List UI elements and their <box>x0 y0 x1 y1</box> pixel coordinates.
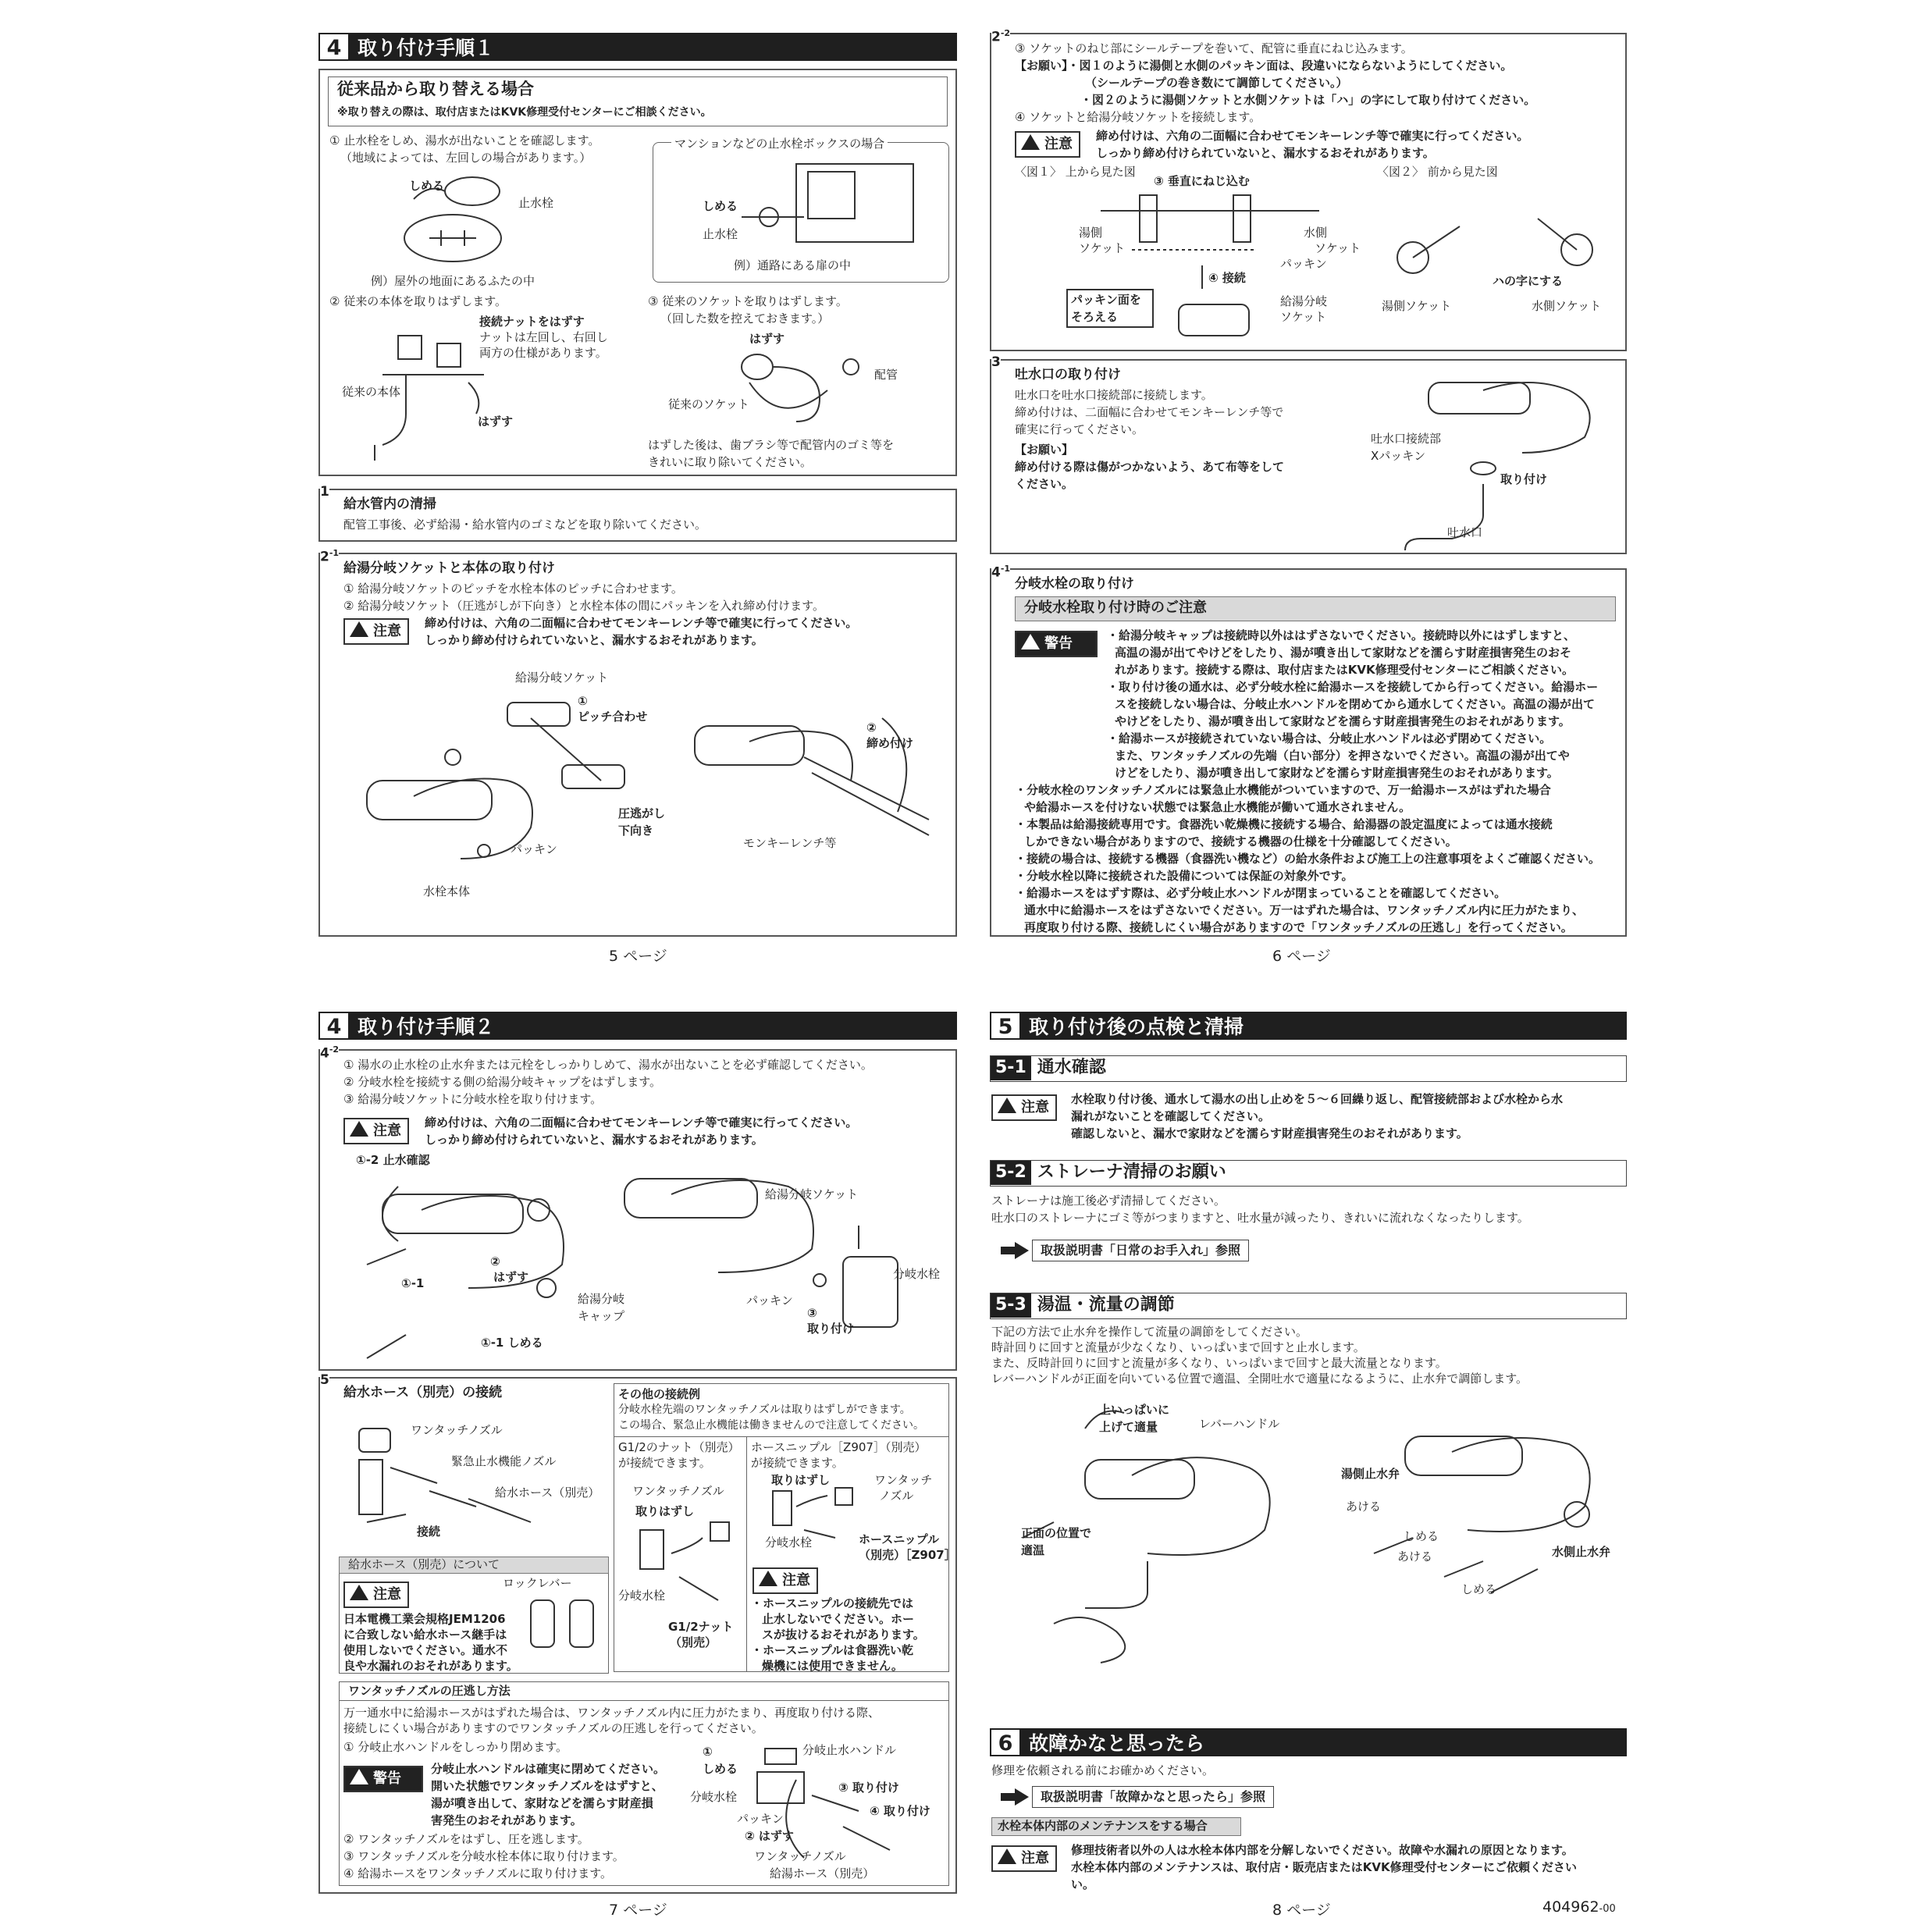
hn-caution-line5: 燥機には使用できません。 <box>762 1659 903 1673</box>
label-m1-shimeru: ①-1 しめる <box>481 1336 543 1350</box>
label-front2: 適温 <box>1021 1543 1045 1557</box>
install-line2: ② 分岐水栓を接続する側の給湯分岐キャップをはずします。 <box>343 1075 662 1089</box>
label-m1: ①-1 <box>401 1276 425 1290</box>
pressure-warning4: 害発生のおそれがあります。 <box>431 1813 582 1827</box>
s53-line4: レバーハンドルが正面を向いている位置で適温、全開吐水で適量になるように、止水弁で調節します。 <box>991 1372 1528 1386</box>
note-line7: ・給湯ホースをはずす際は、必ず分岐止水ハンドルが閉まっていることを確認してください。 <box>1015 886 1507 900</box>
divider <box>614 1436 949 1437</box>
pressure-step2: ② ワンタッチノズルをはずし、圧を逃します。 <box>343 1832 589 1846</box>
tag-number: 3 <box>991 354 1001 370</box>
label-cold-valve: 水側止水弁 <box>1552 1545 1611 1559</box>
maintenance-line2: 水栓本体内部のメンテナンスは、取付店・販売店またはKVK修理受付センターにご依頼ください <box>1071 1860 1578 1874</box>
caution-badge <box>343 1582 409 1608</box>
install-line1: ① 湯水の止水栓の止水弁または元栓をしっかりしめて、湯水が出ないことを必ず確認してください。 <box>343 1058 873 1072</box>
warning-line3: れがあります。接続する際は、取付店またはKVK修理受付センターにご相談ください。 <box>1115 663 1574 677</box>
warning-badge <box>343 1766 423 1792</box>
hose-about-title: 給水ホース（別売）について <box>348 1557 500 1571</box>
header-number: 5 <box>990 1012 1021 1040</box>
label-socket: 給湯分岐ソケット <box>515 671 609 685</box>
document-number-main: 404962 <box>1542 1898 1599 1916</box>
label-front1: 正面の位置で <box>1021 1526 1092 1540</box>
tag-sup: -2 <box>1000 28 1011 38</box>
header-title: 故障かなと思ったら <box>1029 1732 1205 1755</box>
pressure-warning3: 湯が噴き出して、家財などを濡らす財産損 <box>431 1796 653 1810</box>
pressure-line1: 万一通水中に給湯ホースがはずれた場合は、ワンタッチノズル内に圧力がたまり、再度取り付ける際、 <box>343 1706 881 1720</box>
label-shimeru: しめる <box>409 179 445 193</box>
s6-line1: 修理を依頼される前にお確かめください。 <box>991 1763 1215 1777</box>
section-tag-3 <box>991 354 1001 370</box>
warning-badge <box>1015 631 1098 657</box>
pr-number1: ① <box>703 1745 713 1759</box>
note-line6: ・分岐水栓以降に接続された設備については保証の対象外です。 <box>1015 869 1354 883</box>
label-emergency: 緊急止水機能ノズル <box>451 1454 557 1468</box>
tag-number: 5 <box>320 1372 329 1388</box>
label-shimeru2: しめる <box>703 199 738 213</box>
pipe-line4: ・図２のように湯側ソケットと水側ソケットは「ハ」の字にして取り付けてください。 <box>1080 93 1536 107</box>
s52-reference: 取扱説明書「日常のお手入れ」参照 <box>1032 1240 1249 1261</box>
spout-line4: 【お願い】 <box>1015 443 1074 457</box>
step1-line2: （地域によっては、左回しの場合があります。） <box>340 151 592 165</box>
other-line1: 分岐水栓先端のワンタッチノズルは取りはずしができます。 <box>618 1404 911 1416</box>
warning-line1: ・給湯分岐キャップは接続時以外ははずさないでください。接続時以外にはずしますと、 <box>1107 628 1576 642</box>
label-shisuisen: 止水栓 <box>518 196 554 210</box>
warning-triangle-icon <box>759 1571 777 1586</box>
warning-line6: やけどをしたり、湯が噴き出して家財などを濡らす財産損害発生のおそれがあります。 <box>1115 714 1571 728</box>
label-hot2: ソケット <box>1079 241 1126 255</box>
note-line8: 通水中に給湯ホースをはずさないでください。万一はずれた場合は、ワンタッチノズル内に圧力がたまり、 <box>1024 903 1585 917</box>
pipe-cleaning-text: 配管工事後、必ず給湯・給水管内のゴミなどを取り除いてください。 <box>343 518 707 532</box>
label-socket: 給湯分岐ソケット <box>765 1187 859 1201</box>
note-line1: ・分岐水栓のワンタッチノズルには緊急止水機能がついていますので、万一給湯ホースがはずれた場合 <box>1015 783 1551 797</box>
old-socket-illustration <box>734 343 874 429</box>
header-title: 取り付け手順２ <box>358 1016 495 1038</box>
label-spout-conn: 吐水口接続部 <box>1371 432 1442 446</box>
pressure-step4: ④ 給湯ホースをワンタッチノズルに取り付けます。 <box>343 1866 613 1880</box>
socket-body-line2: ② 給湯分岐ソケット（圧逃がしが下向き）と水栓本体の間にパッキンを入れ締め付けます。 <box>343 599 824 613</box>
s52-line2: 吐水口のストレーナにゴミ等がつまりますと、吐水量が減ったり、きれいに流れなくなったりします。 <box>991 1211 1529 1225</box>
label-haikan: 配管 <box>874 368 898 382</box>
section-tag-2-2 <box>991 28 1010 45</box>
spout-line1: 吐水口を吐水口接続部に接続します。 <box>1015 388 1213 402</box>
other-title: その他の接続例 <box>618 1387 701 1401</box>
pipe-line3: （シールテープの巻き数にて調節してください。） <box>1085 76 1348 90</box>
page8-header <box>990 1012 1627 1040</box>
note-line9: 再度取り付ける際、接続しにくい場合がありますので「ワンタッチノズルの圧逃し」を行ってください。 <box>1024 920 1573 934</box>
hose-caution-line1: 日本電機工業会規格JEM1206 <box>343 1612 506 1626</box>
label-packing: パッキン <box>511 842 557 856</box>
label-xpack: Xパッキン <box>1371 449 1426 463</box>
label-align1: パッキン面を <box>1071 293 1141 307</box>
spout-line2: 締め付けは、二面幅に合わせてモンキーレンチ等で <box>1015 405 1284 419</box>
step2-line1: ② 従来の本体を取りはずします。 <box>329 294 507 308</box>
pressure-warning2: 開いた状態でワンタッチノズルをはずすと、 <box>431 1779 664 1793</box>
other-line2: この場合、緊急止水機能は働きませんので注意してください。 <box>618 1419 924 1432</box>
warning-line8: また、ワンタッチノズルの先端（白い部分）を押さないでください。高温の湯が出てや <box>1115 749 1570 763</box>
pr-hazusu: ② はずす <box>745 1829 794 1843</box>
maintenance-line1: 修理技術者以外の人は水栓本体内部を分解しないでください。故障や水漏れの原因となります。 <box>1071 1843 1574 1857</box>
hn-nipple2: （別売）［Z907］ <box>859 1548 956 1562</box>
s6-reference: 取扱説明書「故障かなと思ったら」参照 <box>1032 1786 1274 1808</box>
document-number <box>1542 1898 1616 1916</box>
label-packing: パッキン <box>746 1293 793 1308</box>
arrow-right-icon <box>1001 1793 1016 1801</box>
pr-hose: 給湯ホース（別売） <box>770 1866 875 1880</box>
spout-illustration <box>1397 367 1616 546</box>
arrow-right-icon <box>1015 1788 1029 1806</box>
caution-label: 注意 <box>1021 1850 1049 1866</box>
pressure-step1: ① 分岐止水ハンドルをしっかり閉めます。 <box>343 1740 568 1754</box>
arrow-right-icon <box>1001 1247 1016 1254</box>
step3-note1: はずした後は、歯ブラシ等で配管内のゴミ等を <box>648 438 895 452</box>
hn-line1: ホースニップル［Z907］（別売） <box>751 1440 927 1454</box>
label-hot1: 湯側 <box>1079 226 1103 240</box>
label-hazusu2: はずす <box>749 332 785 346</box>
caution-label: 注意 <box>373 1586 401 1603</box>
pr-attach4: ④ 取り付け <box>870 1804 930 1818</box>
label-akeru: あける <box>1346 1500 1382 1514</box>
s51-caution1: 水栓取り付け後、通水して湯水の出し止めを５〜６回繰り返し、配管接続部および水栓から水 <box>1071 1092 1564 1106</box>
caution-label: 注意 <box>1021 1099 1049 1115</box>
warning-line9: けどをしたり、湯が噴き出して家財などを濡らす財産損害発生のおそれがあります。 <box>1115 766 1559 780</box>
document-number-suffix: -00 <box>1599 1903 1616 1915</box>
hose-caution-line2: に合致しない給水ホース継手は <box>343 1628 507 1642</box>
warning-triangle-icon <box>350 621 368 637</box>
tag-number: 2 <box>991 29 1001 45</box>
mansion-label: マンションなどの止水栓ボックスの場合 <box>671 136 888 152</box>
g12-line2: が接続できます。 <box>618 1456 711 1470</box>
label-nut-note1: ナットは左回し、右回し <box>479 330 608 344</box>
label-attach-number: ③ <box>807 1306 817 1320</box>
pressure-warning1: 分岐止水ハンドルは確実に閉めてください。 <box>431 1762 666 1776</box>
spout-line3: 確実に行ってください。 <box>1015 422 1144 436</box>
pipe-cleaning-title: 給水管内の清掃 <box>343 496 436 512</box>
label-attach: 取り付け <box>1500 472 1548 486</box>
warning-triangle-icon <box>998 1098 1016 1113</box>
caution-badge <box>343 1118 409 1144</box>
label-nut-note2: 両方の仕様があります。 <box>479 346 607 360</box>
page-number-6: 6 ページ <box>1272 948 1331 965</box>
label-packing: パッキン <box>1280 257 1327 271</box>
page5-header <box>318 33 957 61</box>
tag-number: 4 <box>991 564 1001 581</box>
label-hose: 給水ホース（別売） <box>495 1485 600 1500</box>
warning-line4: ・取り付け後の通水は、必ず分岐水栓に給湯ホースを接続してから行ってください。給湯ホー <box>1107 680 1599 694</box>
socket-body-line1: ① 給湯分岐ソケットのピッチを水栓本体のピッチに合わせます。 <box>343 582 683 596</box>
note-line5: ・接続の場合は、接続する機器（食器洗い機など）の給水条件および施工上の注意事項をよくご確認ください。 <box>1015 852 1601 866</box>
warning-label: 警告 <box>1044 635 1073 652</box>
caution-line1: 締め付けは、六角の二面幅に合わせてモンキーレンチ等で確実に行ってください。 <box>1096 129 1529 143</box>
pressure-step3: ③ ワンタッチノズルを分岐水栓本体に取り付けます。 <box>343 1849 624 1863</box>
caution-badge <box>343 618 409 645</box>
label-cap2: キャップ <box>578 1309 625 1323</box>
hn-onetouch2: ノズル <box>879 1489 914 1503</box>
label-hazusu: はずす <box>493 1270 529 1284</box>
label-tighten-number: ② <box>866 720 877 735</box>
notice-title: 分岐水栓取り付け時のご注意 <box>1024 600 1207 616</box>
label-pitch: ピッチ合わせ <box>578 710 648 724</box>
section-label: 5-2 <box>991 1161 1031 1185</box>
warning-triangle-icon <box>1021 634 1040 649</box>
caution-badge <box>753 1567 818 1594</box>
caution-line1: 締め付けは、六角の二面幅に合わせてモンキーレンチ等で確実に行ってください。 <box>425 616 858 630</box>
label-stop: ①-2 止水確認 <box>356 1153 430 1167</box>
example-corridor: 例）通路にある扉の中 <box>734 258 852 272</box>
pipe-line5: ④ ソケットと給湯分岐ソケットを接続します。 <box>1015 110 1261 124</box>
replace-note: ※取り替えの際は、取付店またはKVK修理受付センターにご相談ください。 <box>337 106 712 119</box>
label-shisuisen2: 止水栓 <box>703 227 738 241</box>
label-body: 水栓本体 <box>423 884 471 898</box>
maintenance-line3: い。 <box>1071 1877 1095 1891</box>
header-number: 4 <box>318 1012 350 1040</box>
label-onetouch: ワンタッチノズル <box>411 1423 503 1437</box>
lock-lever-illustration <box>523 1592 609 1655</box>
tag-sup: -1 <box>1000 564 1011 574</box>
warning-line5: スを接続しない場合は、分岐止水ハンドルを閉めてから通水してください。高温の湯が出て <box>1115 697 1596 711</box>
step3-note2: きれいに取り除いてください。 <box>648 455 813 469</box>
install-line3: ③ 給湯分岐ソケットに分岐水栓を取り付けます。 <box>343 1092 603 1106</box>
label-branch1: 給湯分岐 <box>1280 294 1328 308</box>
step3-line2: （回した数を控えておきます。） <box>660 311 830 326</box>
g12-nut1: G1/2ナット <box>668 1620 734 1634</box>
label-shimeru2: しめる <box>1461 1582 1497 1596</box>
warning-triangle-icon <box>998 1848 1016 1864</box>
tag-number: 2 <box>320 549 329 565</box>
caution-label: 注意 <box>782 1572 810 1589</box>
pressure-title: ワンタッチノズルの圧逃し方法 <box>348 1684 511 1698</box>
label-akeru2: あける <box>1397 1550 1433 1564</box>
label-old-body: 従来の本体 <box>342 385 401 399</box>
warning-line2: 高温の湯が出てやけどをしたり、湯が噴き出して家財などを濡らす財産損害発生のおそ <box>1115 646 1572 660</box>
caution-line1: 締め付けは、六角の二面幅に合わせてモンキーレンチ等で確実に行ってください。 <box>425 1115 858 1130</box>
step1-line1: ① 止水栓をしめ、湯水が出ないことを確認します。 <box>329 133 600 148</box>
g12-remove: 取りはずし <box>635 1504 695 1518</box>
pressure-line2: 接続しにくい場合がありますのでワンタッチノズルの圧逃しを行ってください。 <box>343 1721 763 1735</box>
header-title: 取り付け手順１ <box>358 37 495 59</box>
label-cold1: 水側 <box>1304 226 1328 240</box>
pr-shimeru: しめる <box>703 1762 738 1776</box>
note-line4: しかできない場合がありますので、接続する機器の仕様を十分確認してください。 <box>1024 834 1457 849</box>
label-hot-socket: 湯側ソケット <box>1382 299 1452 313</box>
label-lever: レバーハンドル <box>1199 1417 1280 1431</box>
valve-illustration <box>1350 1421 1624 1600</box>
tag-sup: -2 <box>329 1044 340 1055</box>
hn-caution-line4: ・ホースニップルは食器洗い乾 <box>751 1643 914 1657</box>
wrench-illustration <box>687 695 937 851</box>
hose-caution-line4: 良や水漏れのおそれがあります。 <box>343 1659 518 1673</box>
replace-title: 従来品から取り替える場合 <box>337 80 534 98</box>
g12-nut2: （別売） <box>670 1635 717 1649</box>
pr-bunki: 分岐水栓 <box>690 1790 738 1804</box>
hn-caution-line1: ・ホースニップルの接続先では <box>751 1596 914 1610</box>
arrow-right-icon <box>1015 1242 1029 1259</box>
pr-attach3: ③ 取り付け <box>838 1781 899 1795</box>
section-tag-5 <box>320 1372 329 1388</box>
label-cold-socket: 水側ソケット <box>1532 299 1602 313</box>
tag-sup: -1 <box>329 548 340 558</box>
s53-line1: 下記の方法で止水弁を操作して流量の調節をしてください。 <box>991 1325 1308 1339</box>
example-outdoor: 例）屋外の地面にあるふたの中 <box>371 274 535 288</box>
g12-bunki: 分岐水栓 <box>618 1589 666 1603</box>
page8-header-6 <box>990 1728 1627 1756</box>
hn-onetouch1: ワンタッチ <box>874 1473 933 1487</box>
label-bunki: 分岐水栓 <box>893 1267 941 1281</box>
caution-label: 注意 <box>373 1123 401 1139</box>
hn-line2: が接続できます。 <box>751 1456 844 1470</box>
g12-onetouch: ワンタッチノズル <box>632 1484 724 1498</box>
label-wrench: モンキーレンチ等 <box>743 836 837 850</box>
section-title: 湯温・流量の調節 <box>1037 1295 1175 1315</box>
label-cap1: 給湯分岐 <box>578 1292 625 1306</box>
pr-handle: 分岐止水ハンドル <box>802 1743 897 1757</box>
label-shimeru: しめる <box>1404 1529 1439 1543</box>
label-old-socket: 従来のソケット <box>668 397 749 411</box>
step3-line1: ③ 従来のソケットを取りはずします。 <box>648 294 848 308</box>
label-spout: 吐水口 <box>1447 525 1483 539</box>
branch-faucet-title: 分岐水栓の取り付け <box>1015 576 1134 592</box>
label-connect: 接続 <box>417 1525 441 1539</box>
label-up2: 上げて適量 <box>1099 1420 1158 1434</box>
caution-line2: しっかり締め付けられていないと、漏水するおそれがあります。 <box>425 633 763 647</box>
hn-caution-line2: 止水しないでください。ホー <box>762 1612 915 1626</box>
warning-label: 警告 <box>373 1770 401 1787</box>
tag-number: 1 <box>320 484 329 500</box>
label-hot-valve: 湯側止水弁 <box>1341 1467 1400 1481</box>
hn-bunki: 分岐水栓 <box>765 1535 813 1550</box>
hose-caution-line3: 使用しないでください。通水不 <box>343 1643 508 1657</box>
divider <box>339 1700 949 1701</box>
section-tag-4-2 <box>320 1044 339 1062</box>
note-line2: や給湯ホースを付けない状態では緊急止水機能が働いて通水されません。 <box>1024 800 1411 814</box>
divider <box>746 1436 747 1672</box>
label-hazusu: はずす <box>478 415 514 429</box>
pr-onetouch: ワンタッチノズル <box>754 1849 846 1863</box>
pr-packing: パッキン <box>737 1812 784 1826</box>
s53-line2: 時計回りに回すと流量が少なくなり、いっぱいまで回すと止水します。 <box>991 1340 1365 1354</box>
section-tag-2-1 <box>320 548 339 565</box>
label-cold2: ソケット <box>1315 241 1361 255</box>
warning-line7: ・給湯ホースが接続されていない場合は、分岐止水ハンドルは必ず閉めてください。 <box>1107 731 1552 745</box>
warning-triangle-icon <box>350 1121 368 1137</box>
label-tighten: 締め付け <box>866 736 914 750</box>
pipe-line1: ③ ソケットのねじ部にシールテープを巻いて、配管に垂直にねじ込みます。 <box>1015 41 1413 55</box>
label-nut: 接続ナットをはずす <box>479 315 585 329</box>
lock-lever-label: ロックレバー <box>503 1576 572 1590</box>
spout-line5: 締め付ける際は傷がつかないよう、あて布等をして <box>1015 460 1285 474</box>
spout-title: 吐水口の取り付け <box>1015 367 1121 382</box>
section-title: 通水確認 <box>1037 1058 1106 1077</box>
figure1-label: 〈図１〉 上から見た図 <box>1015 165 1136 179</box>
label-connect: ④ 接続 <box>1208 271 1246 285</box>
label-atsu1: 圧逃がし <box>618 806 666 820</box>
hose-title: 給水ホース（別売）の接続 <box>343 1385 503 1400</box>
label-vertical: ③ 垂直にねじ込む <box>1154 174 1250 188</box>
label-up1: 上いっぱいに <box>1099 1403 1170 1417</box>
s51-caution3: 確認しないと、漏水で家財などを濡らす財産損害発生のおそれがあります。 <box>1071 1126 1468 1140</box>
caution-label: 注意 <box>1044 136 1073 152</box>
warning-triangle-icon <box>1021 134 1040 150</box>
warning-triangle-icon <box>350 1585 368 1600</box>
note-line3: ・本製品は給湯接続専用です。食器洗い乾燥機に接続する場合、給湯器の設定温度によっては通水接続 <box>1015 817 1553 831</box>
caution-badge <box>1015 131 1080 158</box>
caution-line2: しっかり締め付けられていないと、漏水するおそれがあります。 <box>1096 146 1435 160</box>
section-title: ストレーナ清掃のお願い <box>1037 1162 1226 1182</box>
section-5-2 <box>990 1160 1627 1187</box>
section-5-3 <box>990 1293 1627 1319</box>
section-tag-1 <box>320 484 329 500</box>
section-tag-4-1 <box>991 564 1010 581</box>
maintenance-title: 水栓本体内部のメンテナンスをする場合 <box>998 1819 1208 1833</box>
label-hazusu-number: ② <box>490 1254 500 1268</box>
warning-triangle-icon <box>350 1769 368 1784</box>
figure2-label: 〈図２〉 前から見た図 <box>1377 165 1498 179</box>
caution-label: 注意 <box>373 623 401 639</box>
label-attach: 取り付け <box>807 1322 855 1336</box>
label-atsu2: 下向き <box>618 824 654 838</box>
s51-caution2: 漏れがないことを確認してください。 <box>1071 1109 1271 1123</box>
section-label: 5-3 <box>991 1293 1031 1318</box>
hn-remove: 取りはずし <box>771 1473 831 1487</box>
header-number: 6 <box>990 1728 1021 1756</box>
caution-badge <box>991 1094 1057 1121</box>
pipe-line2: 【お願い】・図１のように湯側と水側のパッキン面は、段違いにならないようにしてください。 <box>1015 59 1513 73</box>
label-ha: ハの字にする <box>1493 274 1564 288</box>
page7-header <box>318 1012 957 1040</box>
header-number: 4 <box>318 33 350 61</box>
section-5-1 <box>990 1055 1627 1082</box>
caution-badge <box>991 1845 1057 1872</box>
label-pitch-number: ① <box>578 694 588 708</box>
tag-number: 4 <box>320 1045 329 1062</box>
hn-caution-line3: スが抜けるおそれがあります。 <box>762 1628 925 1642</box>
page-number-8: 8 ページ <box>1272 1902 1331 1919</box>
header-title: 取り付け後の点検と清掃 <box>1029 1016 1244 1038</box>
hn-nipple1: ホースニップル <box>859 1532 940 1546</box>
s52-line1: ストレーナは施工後必ず清掃してください。 <box>991 1194 1226 1208</box>
label-branch2: ソケット <box>1280 310 1327 324</box>
caution-line2: しっかり締め付けられていないと、漏水するおそれがあります。 <box>425 1133 763 1147</box>
section-label: 5-1 <box>991 1056 1031 1080</box>
s53-line3: また、反時計回りに回すと流量が多くなり、いっぱいまで回すと最大流量となります。 <box>991 1356 1447 1370</box>
page-number-7: 7 ページ <box>609 1902 667 1919</box>
page-number-5: 5 ページ <box>609 948 667 965</box>
g12-line1: G1/2のナット（別売） <box>618 1440 740 1454</box>
socket-body-title: 給湯分岐ソケットと本体の取り付け <box>343 560 555 576</box>
label-align2: そろえる <box>1071 310 1119 324</box>
spout-line6: ください。 <box>1015 477 1074 491</box>
